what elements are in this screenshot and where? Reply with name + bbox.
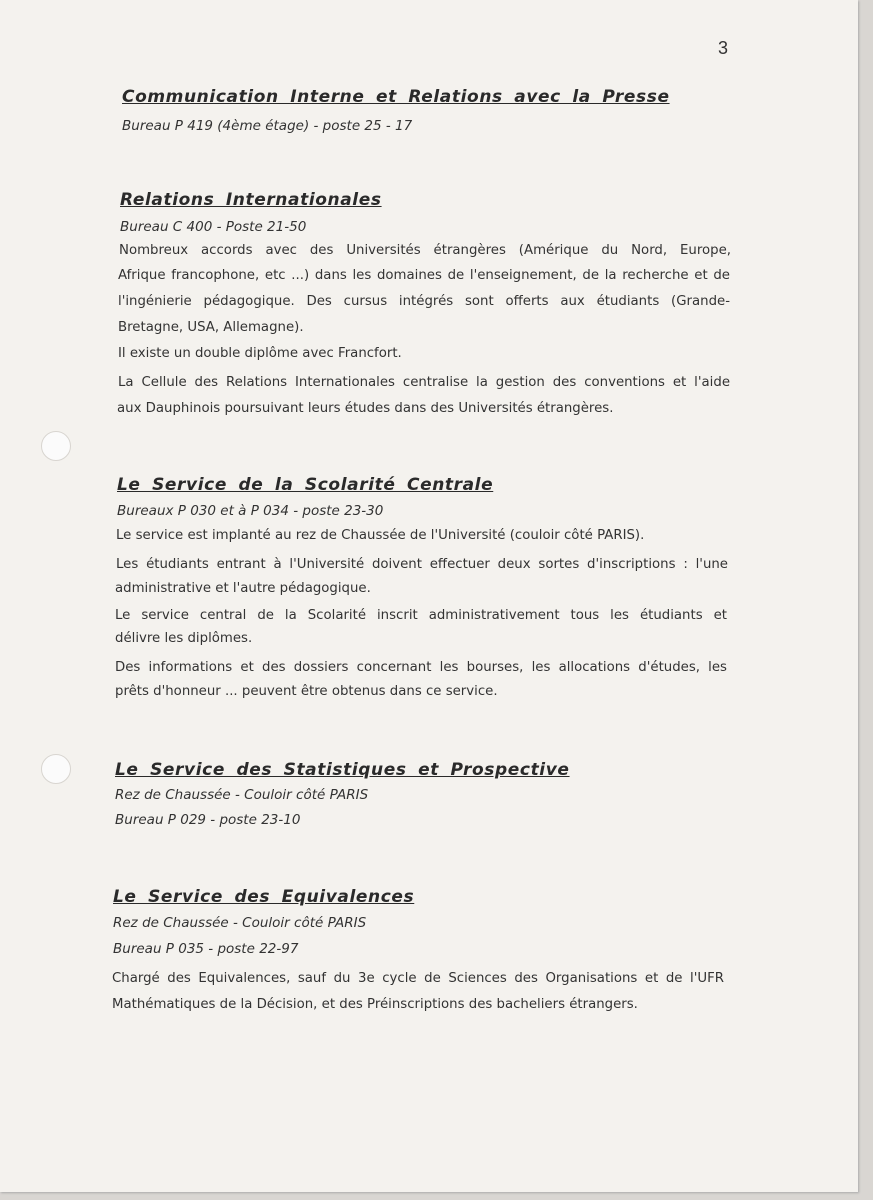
section-location: Bureau C 400 - Poste 21-50 — [120, 219, 307, 235]
paragraph-line: Afrique francophone, etc ...) dans les domaines de l'enseignement, de la recherche et de — [118, 268, 730, 283]
section-location: Bureau P 035 - poste 22-97 — [113, 941, 299, 957]
paragraph-line: La Cellule des Relations Internationales centralise la gestion des conventions et l'aide — [118, 375, 730, 390]
paragraph-line: Des informations et des dossiers concernant les bourses, les allocations d'études, les — [115, 660, 727, 675]
paragraph-line: Le service central de la Scolarité inscrit administrativement tous les étudiants et — [115, 608, 727, 623]
section-heading-statistiques: Le Service des Statistiques et Prospective — [115, 760, 570, 780]
section-heading-equivalences: Le Service des Equivalences — [113, 887, 415, 907]
section-location: Bureaux P 030 et à P 034 - poste 23-30 — [117, 503, 384, 519]
paragraph-line: prêts d'honneur ... peuvent être obtenus dans ce service. — [115, 684, 498, 699]
section-location: Rez de Chaussée - Couloir côté PARIS — [115, 787, 369, 803]
paragraph-line: Bretagne, USA, Allemagne). — [118, 320, 304, 335]
paragraph-line: Nombreux accords avec des Universités étrangères (Amérique du Nord, Europe, — [119, 243, 731, 258]
page-number: 3 — [718, 38, 729, 58]
paragraph-line: délivre les diplômes. — [115, 631, 253, 646]
section-heading-communication: Communication Interne et Relations avec la Presse — [122, 87, 670, 107]
paragraph-line: l'ingénierie pédagogique. Des cursus intégrés sont offerts aux étudiants (Grande- — [118, 294, 730, 309]
paragraph-line: aux Dauphinois poursuivant leurs études dans des Universités étrangères. — [117, 401, 614, 416]
paragraph-line: Il existe un double diplôme avec Francfort. — [118, 346, 402, 361]
paragraph-line: Mathématiques de la Décision, et des Préinscriptions des bacheliers étrangers. — [112, 997, 638, 1012]
section-location: Rez de Chaussée - Couloir côté PARIS — [113, 915, 367, 931]
section-location: Bureau P 029 - poste 23-10 — [115, 812, 301, 828]
paragraph-line: administrative et l'autre pédagogique. — [115, 581, 371, 596]
paragraph-line: Le service est implanté au rez de Chaussée de l'Université (couloir côté PARIS). — [116, 528, 645, 543]
punch-hole — [41, 431, 71, 461]
section-heading-scolarite: Le Service de la Scolarité Centrale — [117, 475, 494, 495]
paragraph-line: Chargé des Equivalences, sauf du 3e cycle de Sciences des Organisations et de l'UFR — [112, 971, 724, 986]
paragraph-line: Les étudiants entrant à l'Université doivent effectuer deux sortes d'inscriptions : l'une — [116, 557, 728, 572]
punch-hole — [41, 754, 71, 784]
section-location: Bureau P 419 (4ème étage) - poste 25 - 17 — [122, 118, 413, 134]
section-heading-relations-internationales: Relations Internationales — [120, 190, 382, 210]
